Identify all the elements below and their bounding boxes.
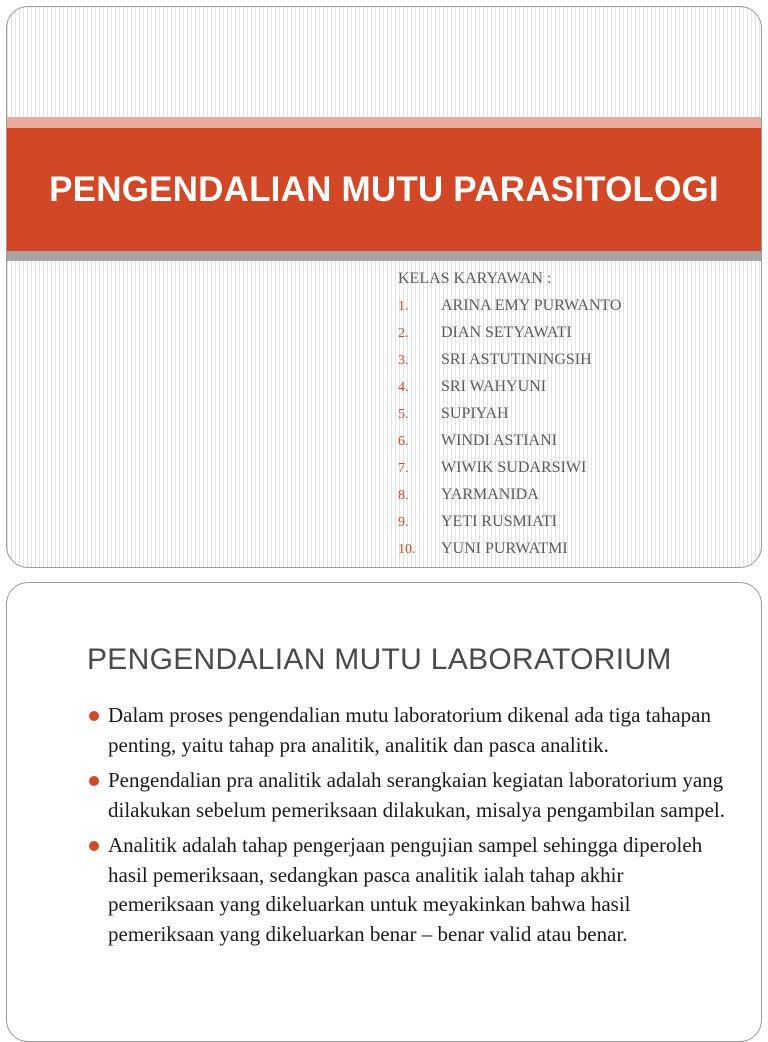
member-name: WINDI ASTIANI xyxy=(441,432,557,449)
bullet-item xyxy=(87,766,727,825)
member-item xyxy=(398,373,621,400)
bullet-list xyxy=(87,701,727,955)
member-number: 5. xyxy=(398,407,409,422)
member-item xyxy=(398,454,621,481)
bullet-text: Pengendalian pra analitik adalah serangkaian kegiatan laboratorium yang dilakukan sebelum pemeriksaan dilakukan, misalya pengambilan sampel. xyxy=(108,768,725,822)
member-list-heading: KELAS KARYAWAN : xyxy=(398,270,552,287)
bullet-text: Dalam proses pengendalian mutu laboratorium dikenal ada tiga tahapan penting, yaitu tahap pra analitik, analitik dan pasca analitik. xyxy=(108,703,711,757)
member-item xyxy=(398,292,621,319)
section-title: PENGENDALIAN MUTU LABORATORIUM xyxy=(87,643,672,676)
bullet-item xyxy=(87,831,727,949)
member-number: 10. xyxy=(398,542,416,557)
member-number: 1. xyxy=(398,299,409,314)
member-number: 7. xyxy=(398,461,409,476)
member-number: 4. xyxy=(398,380,409,395)
member-item xyxy=(398,427,621,454)
member-item xyxy=(398,535,621,562)
member-number: 8. xyxy=(398,488,409,503)
member-name: YARMANIDA xyxy=(441,486,539,503)
member-number: 6. xyxy=(398,434,409,449)
bullet-dot-icon xyxy=(89,776,99,786)
member-name: SRI WAHYUNI xyxy=(441,378,547,395)
member-item xyxy=(398,508,621,535)
member-name: DIAN SETYAWATI xyxy=(441,324,572,341)
member-name: YUNI PURWATMI xyxy=(441,540,568,557)
member-number: 9. xyxy=(398,515,409,530)
member-item xyxy=(398,319,621,346)
title-band xyxy=(7,128,761,251)
bullet-dot-icon xyxy=(89,841,99,851)
member-number: 3. xyxy=(398,353,409,368)
bullet-item xyxy=(87,701,727,760)
member-list-block xyxy=(398,265,621,562)
bullet-text: Analitik adalah tahap pengerjaan pengujian sampel sehingga diperoleh hasil pemeriksaan, sedangkan pasca analitik ialah tahap akhir pemeriksaan yang dikeluarkan untuk meyakinkan bahwa hasil pemeriksaan yang dikeluarkan benar – benar valid atau benar. xyxy=(108,833,703,946)
member-number: 2. xyxy=(398,326,409,341)
member-name: SRI ASTUTININGSIH xyxy=(441,351,592,368)
member-list xyxy=(398,292,621,562)
member-item xyxy=(398,481,621,508)
slide-title: PENGENDALIAN MUTU PARASITOLOGI xyxy=(49,169,719,209)
member-item xyxy=(398,400,621,427)
member-name: WIWIK SUDARSIWI xyxy=(441,459,587,476)
bullet-dot-icon xyxy=(89,711,99,721)
decorative-gray-strip xyxy=(7,251,761,261)
member-name: YETI RUSMIATI xyxy=(441,513,557,530)
decorative-pink-strip xyxy=(7,117,761,128)
member-name: SUPIYAH xyxy=(441,405,509,422)
member-item xyxy=(398,346,621,373)
content-slide xyxy=(6,582,762,1042)
title-slide xyxy=(6,6,762,568)
member-name: ARINA EMY PURWANTO xyxy=(441,297,622,314)
